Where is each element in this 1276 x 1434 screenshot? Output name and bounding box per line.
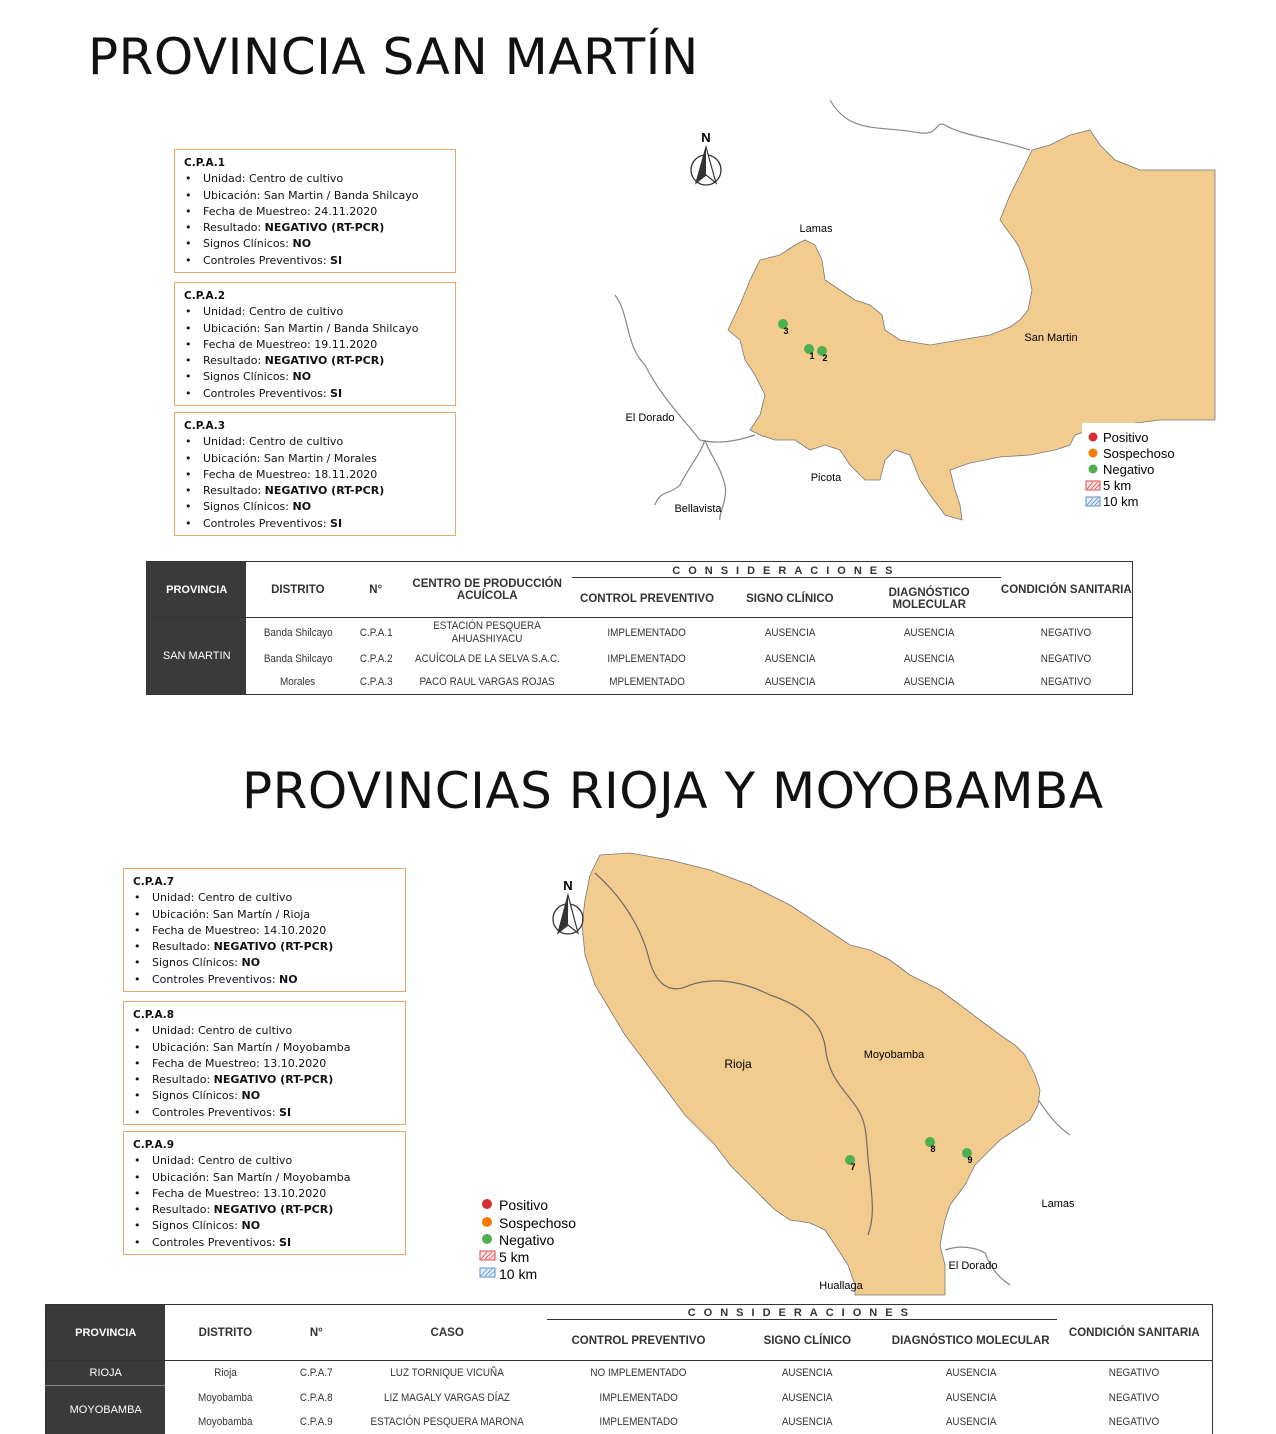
river-line — [655, 440, 705, 505]
card-fecha: • Fecha de Muestreo: 14.10.2020 — [133, 923, 397, 939]
table-san-martin — [146, 561, 1133, 695]
card-unidad: • Unidad: Centro de cultivo — [184, 434, 447, 450]
info-card-cpa9 — [123, 1131, 406, 1255]
card-controles: • Controles Preventivos: SI — [184, 516, 447, 532]
header-consideraciones: CONSIDERACIONES — [547, 1305, 1057, 1323]
section2-title: PROVINCIAS RIOJA Y MOYOBAMBA — [242, 762, 1104, 820]
card-fecha: • Fecha de Muestreo: 24.11.2020 — [184, 204, 447, 220]
legend-10km: 10 km — [1103, 494, 1139, 509]
place-label-lamas: Lamas — [799, 223, 833, 235]
info-card-cpa1 — [174, 149, 456, 273]
region-rioja-moyobamba — [582, 853, 1040, 1295]
place-label-el-dorado: El Dorado — [948, 1260, 998, 1272]
header-diagnostico: DIAGNÓSTICO MOLECULAR — [891, 1335, 1050, 1348]
card-id: C.P.A.2 — [184, 290, 226, 302]
legend-10km: 10 km — [499, 1266, 538, 1282]
svg-text:7: 7 — [850, 1162, 856, 1172]
card-id: C.P.A.1 — [184, 157, 226, 169]
place-label-rioja: Rioja — [724, 1057, 752, 1071]
card-resultado: • Resultado: NEGATIVO (RT-PCR) — [133, 1202, 397, 1218]
card-ubicacion: • Ubicación: San Martin / Banda Shilcayo — [184, 321, 447, 337]
card-unidad: • Unidad: Centro de cultivo — [133, 890, 397, 906]
north-label: N — [701, 130, 711, 145]
card-controles: • Controles Preventivos: SI — [184, 253, 447, 269]
north-arrow-icon — [691, 147, 721, 185]
map-san-martin — [600, 95, 1215, 525]
province-cell: SAN MARTIN — [147, 618, 247, 695]
card-fecha: • Fecha de Muestreo: 19.11.2020 — [184, 337, 447, 353]
table-row: SAN MARTIN Banda Shilcayo C.P.A.1 ESTACIÓN PESQUERA AHUASHIYACU IMPLEMENTADO AUSENCIA AUSENCIA NEGATIVO — [147, 618, 1133, 648]
legend-5km: 5 km — [499, 1249, 530, 1265]
province-cell: MOYOBAMBA — [46, 1386, 166, 1434]
map-legend — [1082, 423, 1215, 513]
header-condicion: CONDICIÓN SANITARIA — [1000, 583, 1132, 596]
legend-negativo: Negativo — [499, 1232, 555, 1248]
card-resultado: • Resultado: NEGATIVO (RT-PCR) — [184, 220, 447, 236]
header-numero: N° — [309, 1326, 323, 1339]
info-card-cpa3 — [174, 412, 456, 536]
svg-text:3: 3 — [783, 326, 789, 336]
card-id: C.P.A.7 — [133, 876, 175, 888]
card-signos: • Signos Clínicos: NO — [184, 369, 447, 385]
header-distrito: DISTRITO — [198, 1326, 253, 1339]
province-cell: RIOJA — [46, 1361, 166, 1386]
svg-text:1: 1 — [809, 351, 815, 361]
place-label-lamas: Lamas — [1041, 1198, 1075, 1210]
card-resultado: • Resultado: NEGATIVO (RT-PCR) — [133, 1072, 397, 1088]
header-signo: SIGNO CLÍNICO — [746, 593, 834, 606]
header-diagnostico: DIAGNÓSTICO MOLECULAR — [888, 587, 970, 612]
legend-positivo: Positivo — [1103, 430, 1149, 445]
card-signos: • Signos Clínicos: NO — [184, 236, 447, 252]
north-label: N — [563, 878, 573, 893]
table-row: MOYOBAMBA Moyobamba C.P.A.8 LIZ MAGALY VARGAS DÍAZ IMPLEMENTADO AUSENCIA AUSENCIA NEGATIVO — [46, 1386, 1213, 1410]
table-row: Banda Shilcayo C.P.A.2 ACUÍCOLA DE LA SELVA S.A.C. IMPLEMENTADO AUSENCIA AUSENCIA NEGATIVO — [263, 653, 1092, 665]
header-condicion: CONDICIÓN SANITARIA — [1068, 1326, 1200, 1339]
card-ubicacion: • Ubicación: San Martín / Rioja — [133, 907, 397, 923]
section1-title: PROVINCIA SAN MARTÍN — [88, 28, 699, 86]
card-fecha: • Fecha de Muestreo: 13.10.2020 — [133, 1056, 397, 1072]
info-card-cpa7 — [123, 868, 406, 992]
info-card-cpa2 — [174, 282, 456, 406]
info-card-cpa8 — [123, 1001, 406, 1125]
table-rioja-moyobamba — [45, 1304, 1213, 1434]
legend-positivo: Positivo — [499, 1197, 549, 1213]
header-control: CONTROL PREVENTIVO — [580, 593, 715, 606]
place-label-el-dorado: El Dorado — [625, 412, 675, 424]
header-distrito: DISTRITO — [271, 583, 325, 596]
card-id: C.P.A.8 — [133, 1009, 175, 1021]
card-fecha: • Fecha de Muestreo: 13.10.2020 — [133, 1186, 397, 1202]
header-provincia: PROVINCIA — [147, 562, 247, 618]
table-row: Morales C.P.A.3 PACO RAUL VARGAS ROJAS MPLEMENTADO AUSENCIA AUSENCIA NEGATIVO — [280, 676, 1092, 689]
card-ubicacion: • Ubicación: San Martin / Morales — [184, 451, 447, 467]
place-label-huallaga: Huallaga — [819, 1280, 863, 1292]
place-label-moyobamba: Moyobamba — [863, 1049, 925, 1061]
card-controles: • Controles Preventivos: NO — [133, 972, 397, 988]
card-id: C.P.A.9 — [133, 1139, 175, 1151]
river-line — [830, 100, 1030, 150]
map-legend — [480, 1197, 576, 1282]
header-consideraciones: CONSIDERACIONES — [572, 562, 1001, 582]
header-provincia: PROVINCIA — [46, 1305, 166, 1361]
card-signos: • Signos Clínicos: NO — [133, 1088, 397, 1104]
card-id: C.P.A.3 — [184, 420, 226, 432]
legend-5km: 5 km — [1103, 478, 1132, 493]
card-resultado: • Resultado: NEGATIVO (RT-PCR) — [184, 483, 447, 499]
card-unidad: • Unidad: Centro de cultivo — [133, 1023, 397, 1039]
place-label-san-martin: San Martin — [1024, 332, 1078, 344]
card-controles: • Controles Preventivos: SI — [184, 386, 447, 402]
header-centro: CENTRO DE PRODUCCIÓN ACUÍCOLA — [412, 577, 562, 602]
place-label-bellavista: Bellavista — [674, 503, 722, 515]
card-resultado: • Resultado: NEGATIVO (RT-PCR) — [133, 939, 397, 955]
svg-text:2: 2 — [822, 353, 828, 363]
card-resultado: • Resultado: NEGATIVO (RT-PCR) — [184, 353, 447, 369]
card-controles: • Controles Preventivos: SI — [133, 1105, 397, 1121]
card-fecha: • Fecha de Muestreo: 18.11.2020 — [184, 467, 447, 483]
card-signos: • Signos Clínicos: NO — [133, 1218, 397, 1234]
header-caso: CASO — [430, 1326, 464, 1339]
header-numero: N° — [369, 583, 383, 596]
river-line — [1035, 1095, 1070, 1135]
card-unidad: • Unidad: Centro de cultivo — [184, 304, 447, 320]
card-unidad: • Unidad: Centro de cultivo — [133, 1153, 397, 1169]
legend-sospechoso: Sospechoso — [499, 1215, 577, 1231]
legend-sospechoso: Sospechoso — [1103, 446, 1175, 461]
place-label-picota: Picota — [810, 472, 842, 484]
card-unidad: • Unidad: Centro de cultivo — [184, 171, 447, 187]
header-control: CONTROL PREVENTIVO — [571, 1335, 706, 1348]
svg-text:8: 8 — [930, 1144, 936, 1154]
legend-negativo: Negativo — [1103, 462, 1155, 477]
card-signos: • Signos Clínicos: NO — [133, 955, 397, 971]
card-controles: • Controles Preventivos: SI — [133, 1235, 397, 1251]
card-ubicacion: • Ubicación: San Martín / Moyobamba — [133, 1040, 397, 1056]
card-signos: • Signos Clínicos: NO — [184, 499, 447, 515]
svg-text:9: 9 — [967, 1155, 973, 1165]
map-rioja-moyobamba — [470, 845, 1075, 1295]
table-row: Moyobamba C.P.A.9 ESTACIÓN PESQUERA MARONA IMPLEMENTADO AUSENCIA AUSENCIA NEGATIVO — [198, 1415, 1160, 1428]
table-row: RIOJA Rioja C.P.A.7 LUZ TORNIQUE VICUÑA NO IMPLEMENTADO AUSENCIA AUSENCIA NEGATIVO — [46, 1361, 1213, 1386]
card-ubicacion: • Ubicación: San Martin / Banda Shilcayo — [184, 188, 447, 204]
card-ubicacion: • Ubicación: San Martín / Moyobamba — [133, 1170, 397, 1186]
header-signo: SIGNO CLÍNICO — [763, 1335, 852, 1348]
north-arrow-icon — [553, 895, 583, 934]
